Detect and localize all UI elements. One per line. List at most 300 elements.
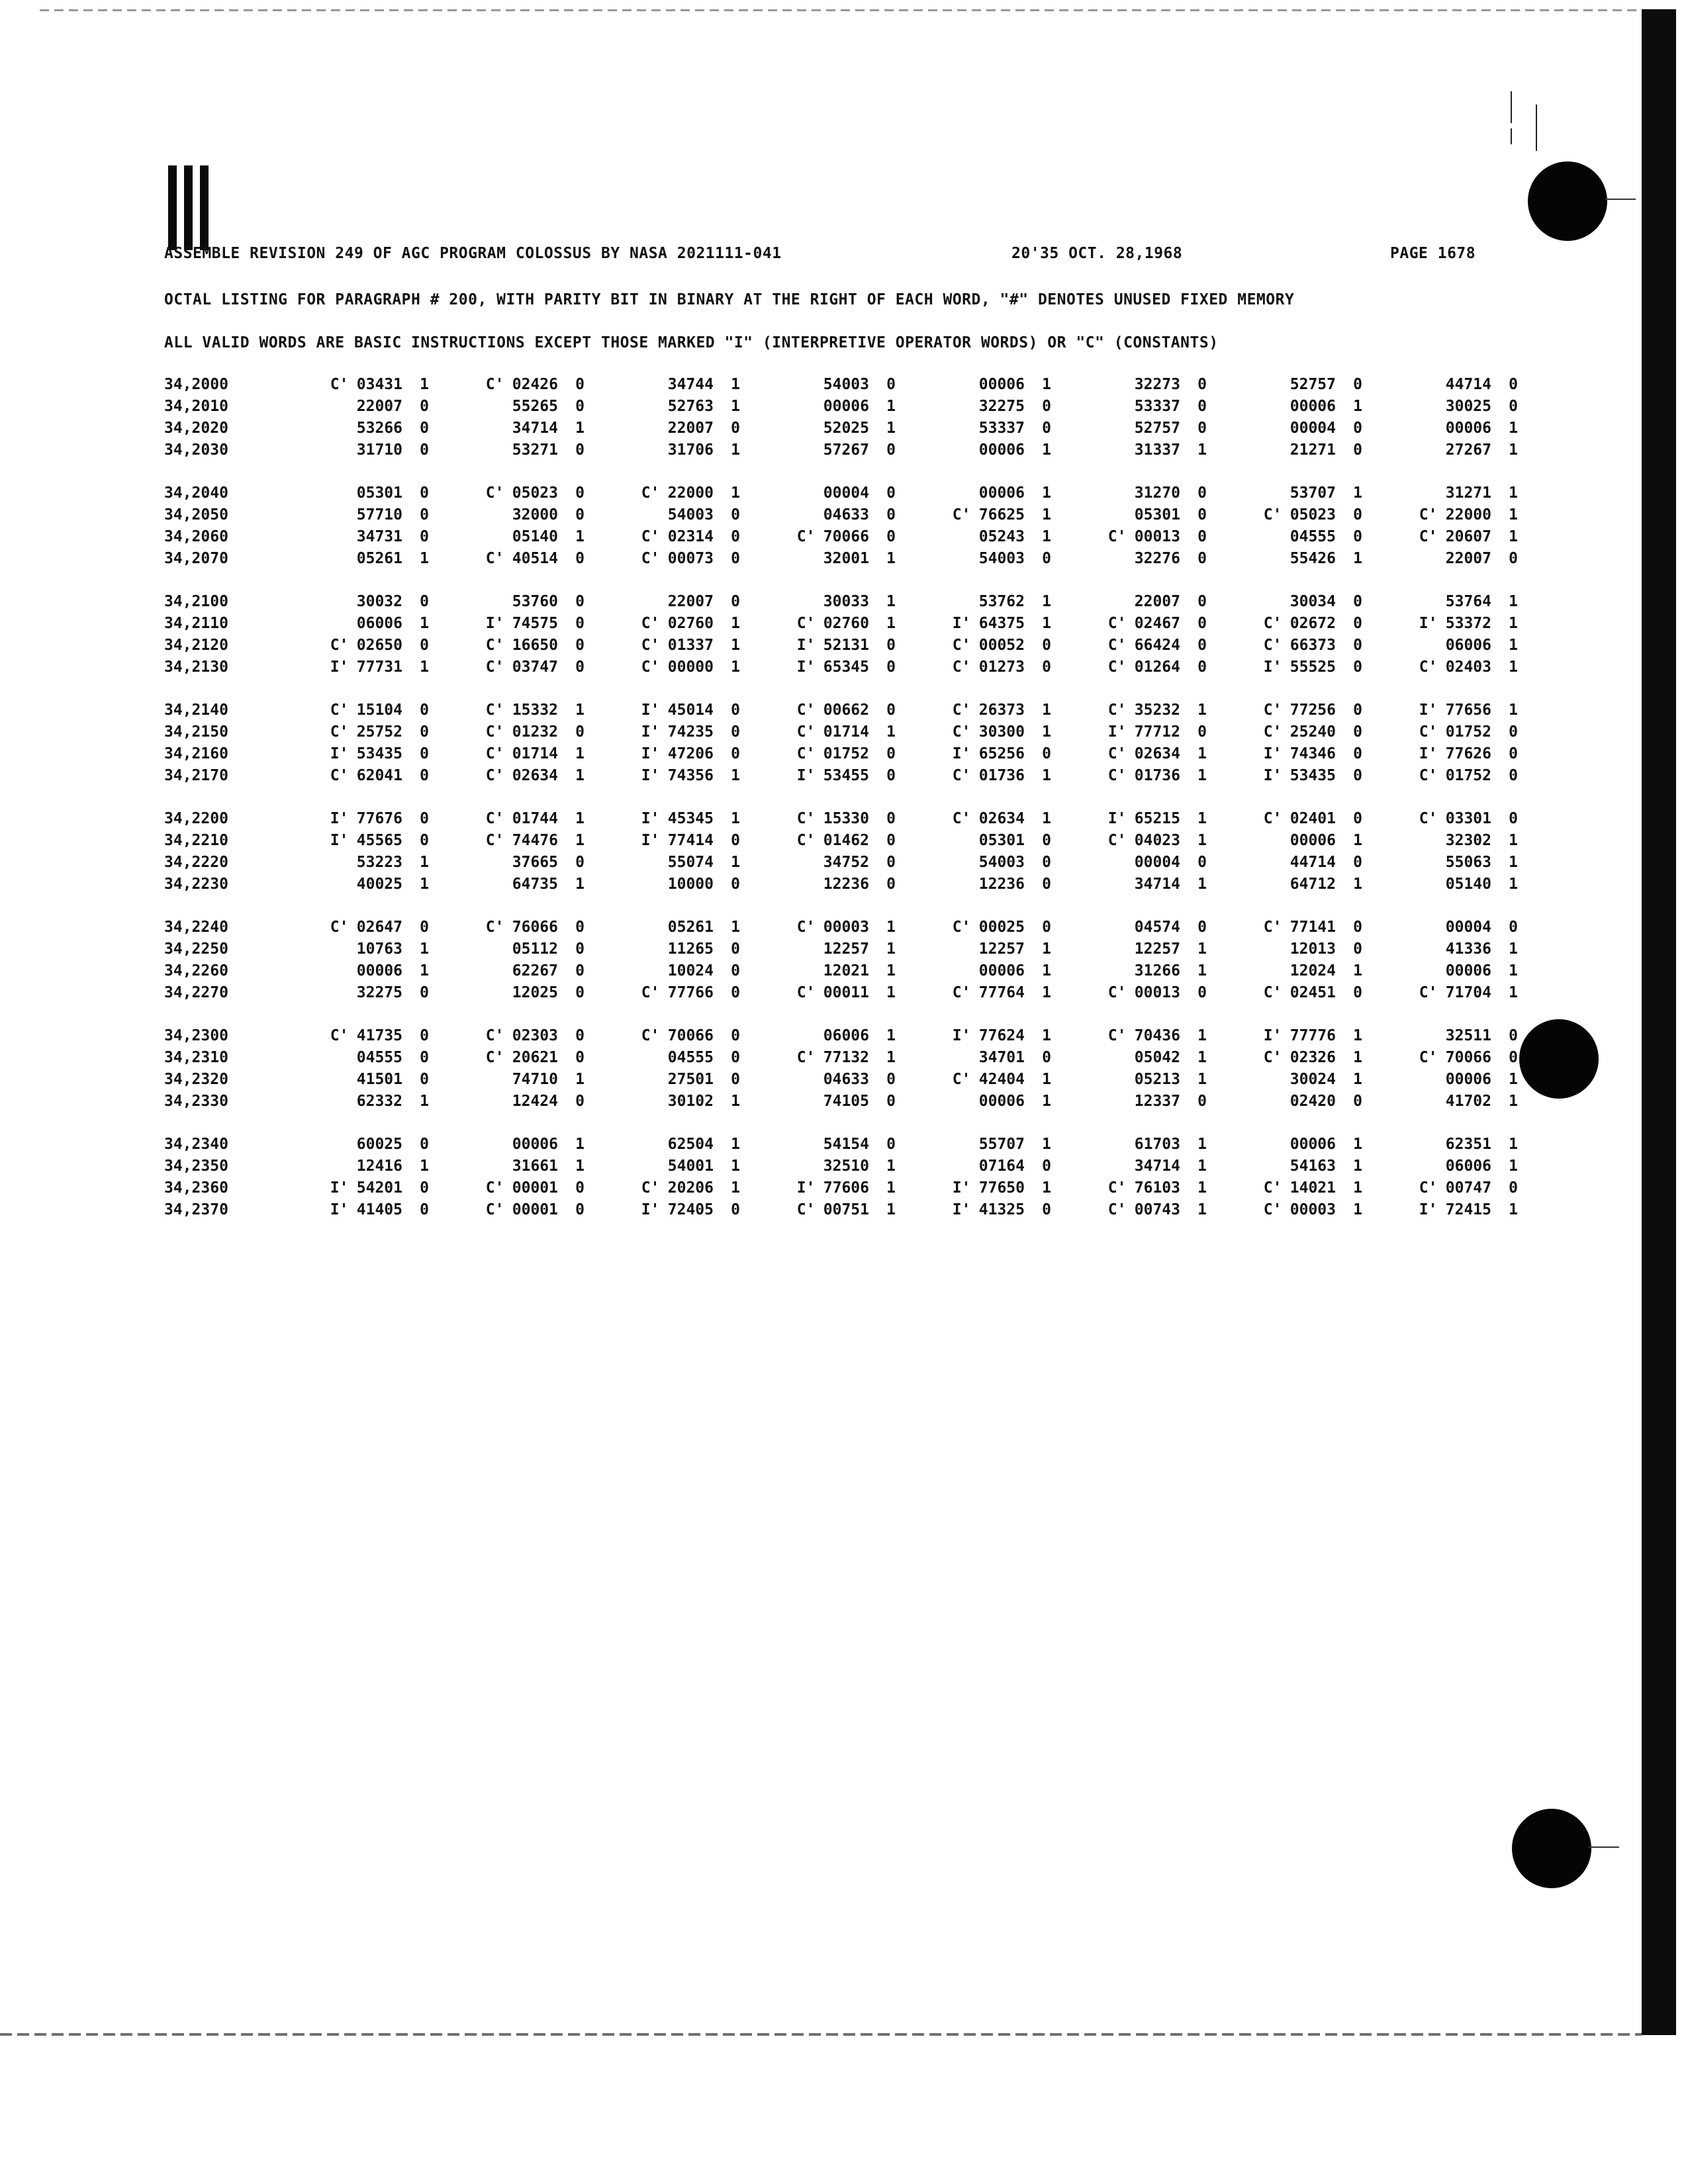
listing-row xyxy=(164,613,1518,635)
parity-bit: 0 xyxy=(1353,854,1362,871)
parity-bit: 1 xyxy=(731,659,740,676)
octal-word xyxy=(585,482,740,504)
memory-address: 34,2120 xyxy=(164,637,228,654)
octal-word xyxy=(1051,1047,1207,1069)
word-flag: C' xyxy=(1107,528,1127,545)
word-flag: C' xyxy=(952,1071,971,1088)
word-flag: C' xyxy=(1419,528,1438,545)
listing-row xyxy=(164,1091,1518,1113)
word-value: 54003 xyxy=(667,506,714,523)
word-value: 12257 xyxy=(1134,940,1180,958)
word-value: 02672 xyxy=(1289,615,1336,632)
word-flag: I' xyxy=(1419,615,1438,632)
word-flag: C' xyxy=(1107,1179,1127,1197)
parity-bit: 0 xyxy=(1509,919,1518,936)
word-value: 00006 xyxy=(1289,832,1336,849)
word-value: 34714 xyxy=(1134,1158,1180,1175)
word-value: 42404 xyxy=(978,1071,1025,1088)
memory-address: 34,2030 xyxy=(164,441,228,459)
parity-bit: 1 xyxy=(1353,398,1362,415)
word-flag: C' xyxy=(330,702,349,719)
parity-bit: 1 xyxy=(1509,1201,1518,1218)
word-value: 32001 xyxy=(823,550,869,567)
parity-bit: 0 xyxy=(731,876,740,893)
word-value: 11265 xyxy=(667,940,714,958)
octal-word xyxy=(896,700,1051,721)
parity-bit: 1 xyxy=(1042,810,1051,827)
octal-word xyxy=(896,1091,1051,1113)
memory-address: 34,2150 xyxy=(164,723,228,741)
word-flag: C' xyxy=(330,767,349,784)
word-value: 06006 xyxy=(1445,1158,1491,1175)
parity-bit: 0 xyxy=(886,702,896,719)
parity-bit: 0 xyxy=(420,484,429,502)
parity-bit: 1 xyxy=(1042,441,1051,459)
word-value: 14021 xyxy=(1289,1179,1336,1197)
parity-bit: 0 xyxy=(420,420,429,437)
parity-bit: 1 xyxy=(886,1179,896,1197)
word-value: 31661 xyxy=(512,1158,558,1175)
parity-bit: 0 xyxy=(420,702,429,719)
word-flag: C' xyxy=(1419,506,1438,523)
parity-bit: 1 xyxy=(1197,1027,1207,1044)
word-flag: C' xyxy=(485,376,504,393)
word-value: 00004 xyxy=(1289,420,1336,437)
word-value: 27501 xyxy=(667,1071,714,1088)
octal-word xyxy=(1362,1069,1518,1091)
word-value: 32273 xyxy=(1134,376,1180,393)
word-value: 12337 xyxy=(1134,1093,1180,1110)
parity-bit: 1 xyxy=(1197,940,1207,958)
parity-bit: 0 xyxy=(1353,615,1362,632)
word-value: 31337 xyxy=(1134,441,1180,459)
parity-bit: 1 xyxy=(886,1201,896,1218)
word-value: 25240 xyxy=(1289,723,1336,741)
word-flag: C' xyxy=(641,615,660,632)
listing-row xyxy=(164,418,1518,439)
parity-bit: 0 xyxy=(1197,637,1207,654)
word-value: 00006 xyxy=(1289,398,1336,415)
word-value: 02760 xyxy=(667,615,714,632)
parity-bit: 1 xyxy=(420,1158,429,1175)
word-value: 30300 xyxy=(978,723,1025,741)
octal-word xyxy=(585,852,740,874)
listing-row xyxy=(164,700,1518,721)
listing-block xyxy=(164,1134,1518,1221)
octal-word xyxy=(740,852,896,874)
parity-bit: 1 xyxy=(1353,1027,1362,1044)
word-flag: I' xyxy=(952,1179,971,1197)
word-flag: C' xyxy=(1263,984,1282,1001)
word-value: 06006 xyxy=(356,615,402,632)
octal-word xyxy=(273,504,429,526)
parity-bit: 1 xyxy=(575,876,585,893)
parity-bit: 1 xyxy=(1042,484,1051,502)
octal-word xyxy=(273,721,429,743)
octal-word xyxy=(1051,1069,1207,1091)
word-value: 12424 xyxy=(512,1093,558,1110)
parity-bit: 0 xyxy=(731,723,740,741)
memory-address: 34,2250 xyxy=(164,940,228,958)
octal-word xyxy=(429,504,585,526)
word-value: 30034 xyxy=(1289,593,1336,610)
listing-row xyxy=(164,1069,1518,1091)
word-value: 04574 xyxy=(1134,919,1180,936)
parity-bit: 0 xyxy=(1197,398,1207,415)
octal-word xyxy=(1207,635,1362,657)
word-value: 04555 xyxy=(667,1049,714,1066)
parity-bit: 1 xyxy=(731,615,740,632)
memory-address: 34,2130 xyxy=(164,659,228,676)
word-value: 41702 xyxy=(1445,1093,1491,1110)
octal-word xyxy=(429,917,585,938)
word-value: 70066 xyxy=(667,1027,714,1044)
word-value: 12013 xyxy=(1289,940,1336,958)
word-value: 00006 xyxy=(978,484,1025,502)
octal-word xyxy=(429,721,585,743)
parity-bit: 1 xyxy=(1197,1158,1207,1175)
octal-word xyxy=(1207,591,1362,613)
octal-word xyxy=(429,657,585,678)
parity-bit: 0 xyxy=(1353,528,1362,545)
word-value: 00013 xyxy=(1134,984,1180,1001)
word-value: 34714 xyxy=(512,420,558,437)
parity-bit: 0 xyxy=(575,593,585,610)
word-value: 02634 xyxy=(1134,745,1180,762)
punch-hole-bottom xyxy=(1512,1809,1591,1888)
octal-word xyxy=(896,526,1051,548)
octal-word xyxy=(740,657,896,678)
word-flag: C' xyxy=(952,723,971,741)
octal-word xyxy=(1207,808,1362,830)
word-flag: C' xyxy=(485,1179,504,1197)
word-value: 02634 xyxy=(978,810,1025,827)
word-flag: I' xyxy=(952,615,971,632)
word-flag: C' xyxy=(1263,919,1282,936)
octal-word xyxy=(740,591,896,613)
word-value: 00747 xyxy=(1445,1179,1491,1197)
word-value: 12257 xyxy=(978,940,1025,958)
octal-word xyxy=(429,439,585,461)
word-value: 53337 xyxy=(1134,398,1180,415)
word-flag: C' xyxy=(1263,1179,1282,1197)
octal-word xyxy=(896,852,1051,874)
parity-bit: 1 xyxy=(886,420,896,437)
listing-row xyxy=(164,917,1518,938)
parity-bit: 1 xyxy=(1509,506,1518,523)
word-value: 02314 xyxy=(667,528,714,545)
parity-bit: 1 xyxy=(1509,659,1518,676)
word-value: 34731 xyxy=(356,528,402,545)
parity-bit: 0 xyxy=(420,1049,429,1066)
octal-word xyxy=(585,657,740,678)
word-value: 00052 xyxy=(978,637,1025,654)
listing-row xyxy=(164,657,1518,678)
page-top-edge xyxy=(40,9,1642,11)
octal-word xyxy=(740,1069,896,1091)
word-value: 52763 xyxy=(667,398,714,415)
octal-word xyxy=(896,982,1051,1004)
octal-word xyxy=(1207,374,1362,396)
word-value: 00006 xyxy=(978,376,1025,393)
word-value: 53223 xyxy=(356,854,402,871)
octal-word xyxy=(896,1177,1051,1199)
octal-word xyxy=(429,874,585,895)
octal-word xyxy=(740,874,896,895)
word-flag: C' xyxy=(796,702,816,719)
octal-word xyxy=(273,982,429,1004)
parity-bit: 0 xyxy=(886,441,896,459)
word-flag: I' xyxy=(485,615,504,632)
octal-word xyxy=(740,1156,896,1177)
octal-word xyxy=(273,418,429,439)
parity-bit: 1 xyxy=(1197,876,1207,893)
octal-word xyxy=(1207,917,1362,938)
parity-bit: 1 xyxy=(1042,702,1051,719)
octal-word xyxy=(429,374,585,396)
header-date: 20'35 OCT. 28,1968 xyxy=(1011,245,1183,262)
word-value: 70066 xyxy=(1445,1049,1491,1066)
octal-word xyxy=(1362,1025,1518,1047)
parity-bit: 0 xyxy=(1042,398,1051,415)
word-flag: I' xyxy=(952,745,971,762)
listing-block xyxy=(164,917,1518,1004)
punch-hole-tick xyxy=(1589,1846,1619,1848)
memory-address: 34,2070 xyxy=(164,550,228,567)
parity-bit: 0 xyxy=(575,659,585,676)
octal-word xyxy=(273,526,429,548)
octal-word xyxy=(1362,1177,1518,1199)
octal-word xyxy=(273,482,429,504)
word-value: 02634 xyxy=(512,767,558,784)
word-flag: I' xyxy=(1263,767,1282,784)
word-value: 53760 xyxy=(512,593,558,610)
octal-word xyxy=(1207,613,1362,635)
parity-bit: 1 xyxy=(575,767,585,784)
word-value: 76066 xyxy=(512,919,558,936)
listing-row xyxy=(164,982,1518,1004)
octal-word xyxy=(740,1025,896,1047)
octal-word xyxy=(429,1047,585,1069)
parity-bit: 1 xyxy=(1353,1136,1362,1153)
octal-word xyxy=(1362,1047,1518,1069)
word-flag: C' xyxy=(952,506,971,523)
parity-bit: 0 xyxy=(575,550,585,567)
octal-word xyxy=(429,1025,585,1047)
word-value: 05301 xyxy=(1134,506,1180,523)
parity-bit: 0 xyxy=(1353,420,1362,437)
octal-word xyxy=(273,657,429,678)
octal-word xyxy=(1207,852,1362,874)
parity-bit: 0 xyxy=(1353,637,1362,654)
octal-word xyxy=(896,1047,1051,1069)
octal-word xyxy=(896,482,1051,504)
word-value: 74235 xyxy=(667,723,714,741)
word-value: 00006 xyxy=(1445,962,1491,979)
word-flag: C' xyxy=(796,745,816,762)
word-flag: C' xyxy=(1263,702,1282,719)
octal-word xyxy=(896,938,1051,960)
octal-word xyxy=(1051,1156,1207,1177)
parity-bit: 1 xyxy=(1353,962,1362,979)
parity-bit: 1 xyxy=(886,919,896,936)
word-value: 01462 xyxy=(823,832,869,849)
word-value: 35232 xyxy=(1134,702,1180,719)
listing-row xyxy=(164,721,1518,743)
word-value: 53455 xyxy=(823,767,869,784)
word-flag: C' xyxy=(641,550,660,567)
parity-bit: 1 xyxy=(886,962,896,979)
parity-bit: 0 xyxy=(1042,854,1051,871)
octal-word xyxy=(1362,482,1518,504)
word-value: 27267 xyxy=(1445,441,1491,459)
word-flag: C' xyxy=(641,1179,660,1197)
octal-word xyxy=(1207,1199,1362,1221)
parity-bit: 0 xyxy=(575,398,585,415)
memory-address: 34,2270 xyxy=(164,984,228,1001)
parity-bit: 0 xyxy=(420,506,429,523)
octal-word xyxy=(1362,982,1518,1004)
word-flag: I' xyxy=(641,723,660,741)
word-value: 12236 xyxy=(978,876,1025,893)
word-value: 53707 xyxy=(1289,484,1336,502)
header-line-2: OCTAL LISTING FOR PARAGRAPH # 200, WITH PARITY BIT IN BINARY AT THE RIGHT OF EACH WORD, "#" DENOTES UNUSED FIXED MEMORY xyxy=(164,291,1295,308)
word-value: 00006 xyxy=(512,1136,558,1153)
parity-bit: 0 xyxy=(420,832,429,849)
parity-bit: 0 xyxy=(1509,767,1518,784)
octal-word xyxy=(273,439,429,461)
word-value: 62041 xyxy=(356,767,402,784)
word-value: 00004 xyxy=(1445,919,1491,936)
word-value: 22007 xyxy=(667,420,714,437)
parity-bit: 0 xyxy=(1197,615,1207,632)
word-flag: I' xyxy=(641,767,660,784)
parity-bit: 0 xyxy=(420,1071,429,1088)
word-value: 52757 xyxy=(1134,420,1180,437)
octal-word xyxy=(1362,439,1518,461)
parity-bit: 0 xyxy=(731,745,740,762)
header-line-3: ALL VALID WORDS ARE BASIC INSTRUCTIONS EXCEPT THOSE MARKED "I" (INTERPRETIVE OPERATOR WORDS) OR "C" (CONSTANTS) xyxy=(164,334,1219,351)
word-flag: C' xyxy=(1263,810,1282,827)
octal-word xyxy=(896,743,1051,765)
parity-bit: 1 xyxy=(731,1158,740,1175)
word-value: 53762 xyxy=(978,593,1025,610)
octal-word xyxy=(1207,960,1362,982)
parity-bit: 0 xyxy=(1509,398,1518,415)
word-flag: I' xyxy=(952,1201,971,1218)
parity-bit: 0 xyxy=(575,637,585,654)
octal-word xyxy=(1362,917,1518,938)
octal-word xyxy=(585,396,740,418)
word-flag: C' xyxy=(1107,1027,1127,1044)
octal-word xyxy=(896,504,1051,526)
octal-word xyxy=(273,635,429,657)
listing-row xyxy=(164,396,1518,418)
word-value: 31271 xyxy=(1445,484,1491,502)
listing-block xyxy=(164,808,1518,895)
word-value: 01714 xyxy=(823,723,869,741)
word-value: 01736 xyxy=(978,767,1025,784)
listing-row xyxy=(164,591,1518,613)
word-value: 53435 xyxy=(1289,767,1336,784)
octal-word xyxy=(740,982,896,1004)
word-flag: C' xyxy=(330,1027,349,1044)
octal-word xyxy=(1051,982,1207,1004)
word-value: 34701 xyxy=(978,1049,1025,1066)
octal-word xyxy=(896,808,1051,830)
octal-word xyxy=(740,374,896,396)
word-flag: C' xyxy=(485,810,504,827)
octal-word xyxy=(1207,765,1362,787)
parity-bit: 1 xyxy=(1509,1136,1518,1153)
octal-word xyxy=(740,830,896,852)
word-value: 01337 xyxy=(667,637,714,654)
octal-word xyxy=(585,938,740,960)
octal-word xyxy=(896,1069,1051,1091)
octal-word xyxy=(896,591,1051,613)
octal-word xyxy=(429,1199,585,1221)
parity-bit: 0 xyxy=(886,637,896,654)
parity-bit: 0 xyxy=(575,919,585,936)
word-flag: C' xyxy=(641,984,660,1001)
memory-address: 34,2050 xyxy=(164,506,228,523)
parity-bit: 1 xyxy=(420,854,429,871)
octal-word xyxy=(1207,526,1362,548)
octal-word xyxy=(585,1047,740,1069)
octal-word xyxy=(1051,396,1207,418)
word-flag: I' xyxy=(641,745,660,762)
octal-word xyxy=(1207,874,1362,895)
word-value: 54201 xyxy=(356,1179,402,1197)
punch-hole-tick xyxy=(1605,199,1636,200)
word-value: 22007 xyxy=(356,398,402,415)
octal-word xyxy=(896,765,1051,787)
octal-word xyxy=(1051,765,1207,787)
octal-word xyxy=(1051,526,1207,548)
word-value: 00006 xyxy=(823,398,869,415)
word-value: 12021 xyxy=(823,962,869,979)
word-value: 44714 xyxy=(1289,854,1336,871)
octal-word xyxy=(429,830,585,852)
parity-bit: 0 xyxy=(1197,854,1207,871)
parity-bit: 1 xyxy=(420,876,429,893)
octal-word xyxy=(273,1134,429,1156)
octal-word xyxy=(429,982,585,1004)
word-value: 00013 xyxy=(1134,528,1180,545)
word-value: 00743 xyxy=(1134,1201,1180,1218)
listing-row xyxy=(164,1156,1518,1177)
word-flag: I' xyxy=(330,1201,349,1218)
word-flag: C' xyxy=(1419,810,1438,827)
parity-bit: 1 xyxy=(731,1093,740,1110)
parity-bit: 0 xyxy=(1042,637,1051,654)
word-flag: C' xyxy=(1263,615,1282,632)
word-flag: I' xyxy=(330,832,349,849)
octal-word xyxy=(1207,657,1362,678)
word-flag: C' xyxy=(796,528,816,545)
word-flag: C' xyxy=(952,702,971,719)
parity-bit: 0 xyxy=(1353,659,1362,676)
word-value: 12416 xyxy=(356,1158,402,1175)
listing-row xyxy=(164,635,1518,657)
word-value: 74356 xyxy=(667,767,714,784)
parity-bit: 0 xyxy=(575,1027,585,1044)
parity-bit: 0 xyxy=(731,550,740,567)
word-value: 04633 xyxy=(823,506,869,523)
header-title: ASSEMBLE REVISION 249 OF AGC PROGRAM COLOSSUS BY NASA 2021111-041 xyxy=(164,245,782,262)
word-value: 74476 xyxy=(512,832,558,849)
word-value: 77626 xyxy=(1445,745,1491,762)
